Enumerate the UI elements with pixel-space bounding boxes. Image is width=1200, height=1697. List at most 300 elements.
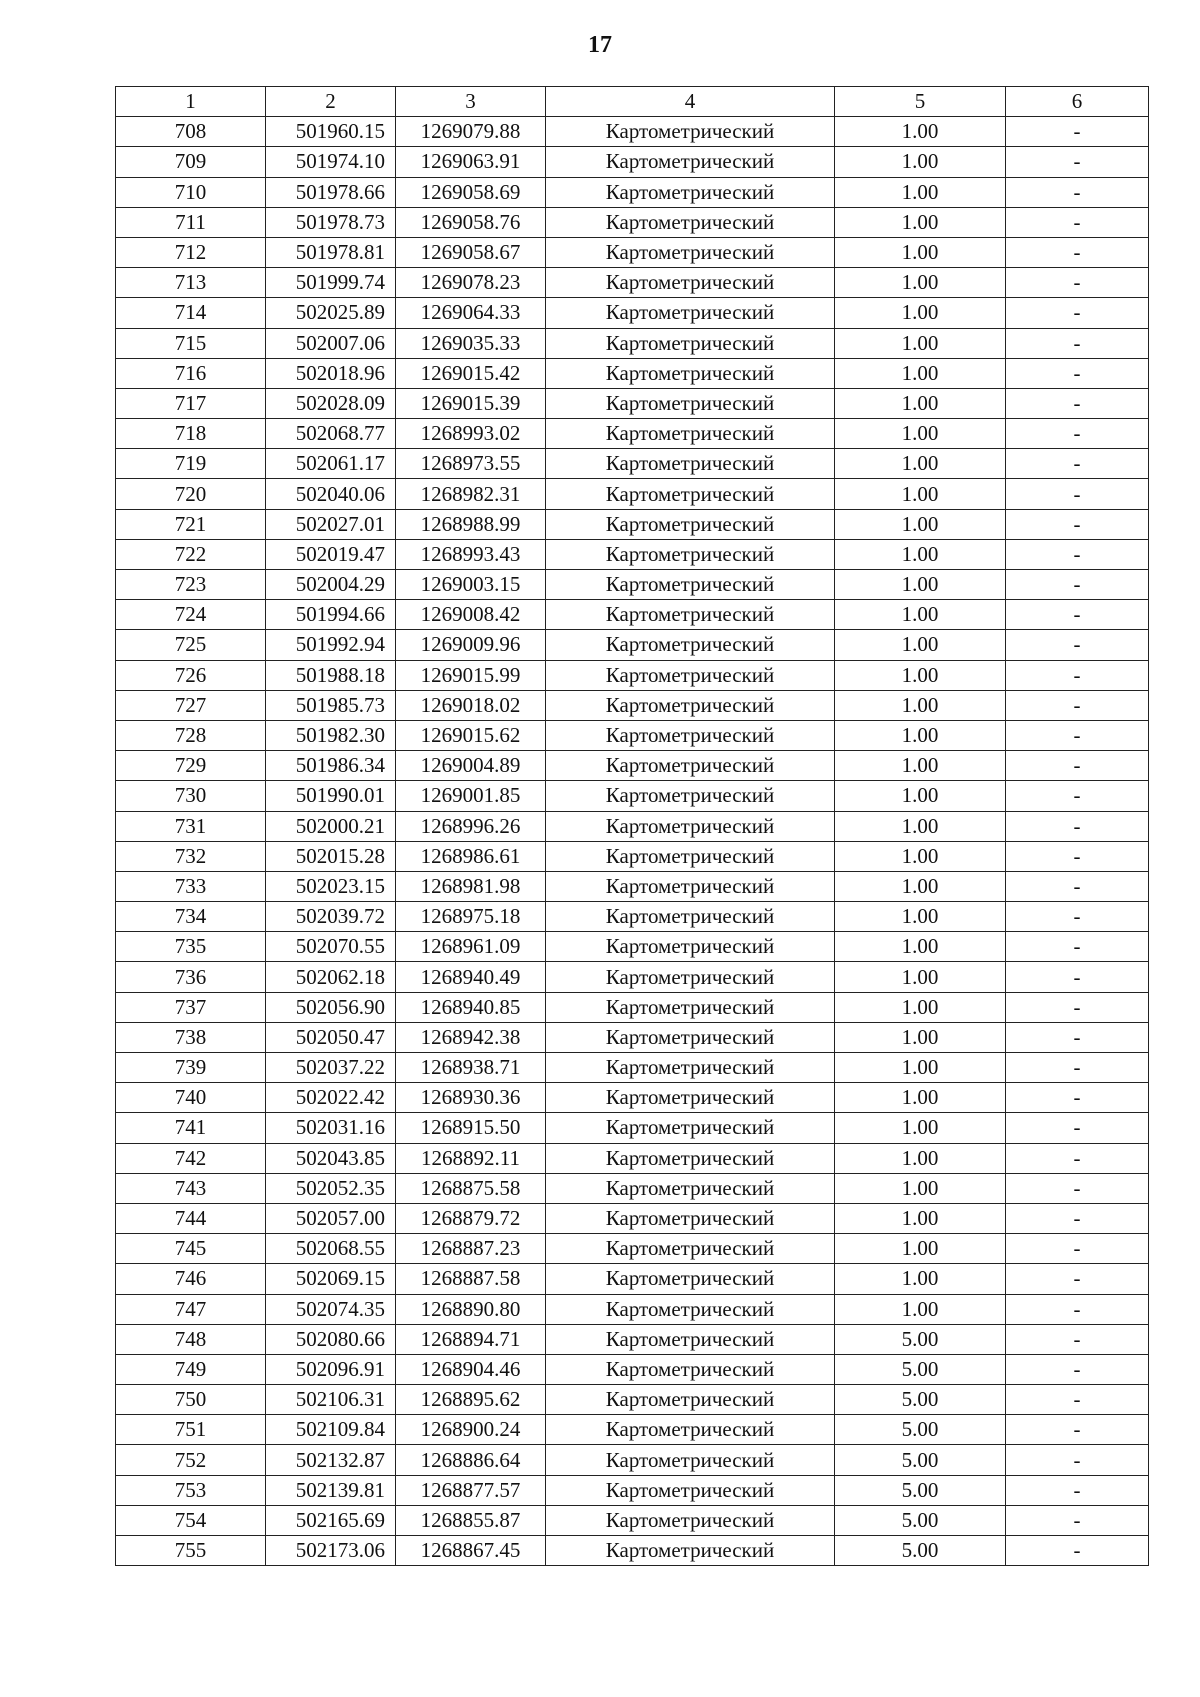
- x-coordinate-cell: 502040.06: [266, 479, 396, 509]
- y-coordinate-cell: 1268942.38: [396, 1022, 546, 1052]
- method-cell: Картометрический: [546, 419, 835, 449]
- table-row: [116, 1203, 1149, 1233]
- y-coordinate-cell: 1268982.31: [396, 479, 546, 509]
- note-cell: -: [1006, 902, 1149, 932]
- method-cell: Картометрический: [546, 902, 835, 932]
- coordinates-table: [115, 86, 1149, 1566]
- x-coordinate-cell: 502031.16: [266, 1113, 396, 1143]
- table-row: [116, 1415, 1149, 1445]
- point-number-cell: 736: [116, 962, 266, 992]
- point-number-cell: 719: [116, 449, 266, 479]
- y-coordinate-cell: 1268961.09: [396, 932, 546, 962]
- method-cell: Картометрический: [546, 1143, 835, 1173]
- accuracy-cell: 5.00: [835, 1475, 1006, 1505]
- table-row: [116, 177, 1149, 207]
- point-number-cell: 747: [116, 1294, 266, 1324]
- table-row: [116, 720, 1149, 750]
- accuracy-cell: 1.00: [835, 388, 1006, 418]
- point-number-cell: 746: [116, 1264, 266, 1294]
- note-cell: -: [1006, 479, 1149, 509]
- method-cell: Картометрический: [546, 207, 835, 237]
- table-row: [116, 237, 1149, 267]
- point-number-cell: 716: [116, 358, 266, 388]
- note-cell: -: [1006, 147, 1149, 177]
- note-cell: -: [1006, 388, 1149, 418]
- y-coordinate-cell: 1269058.67: [396, 237, 546, 267]
- method-cell: Картометрический: [546, 539, 835, 569]
- accuracy-cell: 1.00: [835, 660, 1006, 690]
- note-cell: -: [1006, 328, 1149, 358]
- x-coordinate-cell: 501960.15: [266, 117, 396, 147]
- point-number-cell: 741: [116, 1113, 266, 1143]
- table-row: [116, 449, 1149, 479]
- x-coordinate-cell: 502069.15: [266, 1264, 396, 1294]
- table-row: [116, 1294, 1149, 1324]
- method-cell: Картометрический: [546, 660, 835, 690]
- point-number-cell: 713: [116, 268, 266, 298]
- method-cell: Картометрический: [546, 1083, 835, 1113]
- method-cell: Картометрический: [546, 1415, 835, 1445]
- accuracy-cell: 5.00: [835, 1354, 1006, 1384]
- note-cell: -: [1006, 660, 1149, 690]
- y-coordinate-cell: 1268855.87: [396, 1505, 546, 1535]
- point-number-cell: 715: [116, 328, 266, 358]
- note-cell: -: [1006, 751, 1149, 781]
- y-coordinate-cell: 1268940.49: [396, 962, 546, 992]
- x-coordinate-cell: 502015.28: [266, 841, 396, 871]
- table-row: [116, 298, 1149, 328]
- y-coordinate-cell: 1268877.57: [396, 1475, 546, 1505]
- accuracy-cell: 1.00: [835, 1234, 1006, 1264]
- column-header: 1: [116, 87, 266, 117]
- table-row: [116, 690, 1149, 720]
- x-coordinate-cell: 501978.66: [266, 177, 396, 207]
- point-number-cell: 728: [116, 720, 266, 750]
- column-header: 2: [266, 87, 396, 117]
- point-number-cell: 727: [116, 690, 266, 720]
- table-row: [116, 1173, 1149, 1203]
- x-coordinate-cell: 502057.00: [266, 1203, 396, 1233]
- method-cell: Картометрический: [546, 992, 835, 1022]
- x-coordinate-cell: 501990.01: [266, 781, 396, 811]
- table-row: [116, 660, 1149, 690]
- table-row: [116, 781, 1149, 811]
- y-coordinate-cell: 1269015.99: [396, 660, 546, 690]
- method-cell: Картометрический: [546, 1385, 835, 1415]
- method-cell: Картометрический: [546, 1475, 835, 1505]
- y-coordinate-cell: 1268892.11: [396, 1143, 546, 1173]
- y-coordinate-cell: 1269001.85: [396, 781, 546, 811]
- table-row: [116, 207, 1149, 237]
- table-row: [116, 902, 1149, 932]
- x-coordinate-cell: 502132.87: [266, 1445, 396, 1475]
- method-cell: Картометрический: [546, 388, 835, 418]
- y-coordinate-cell: 1268988.99: [396, 509, 546, 539]
- page-number: 17: [588, 32, 612, 58]
- note-cell: -: [1006, 1324, 1149, 1354]
- accuracy-cell: 1.00: [835, 781, 1006, 811]
- x-coordinate-cell: 502022.42: [266, 1083, 396, 1113]
- note-cell: -: [1006, 1445, 1149, 1475]
- method-cell: Картометрический: [546, 570, 835, 600]
- x-coordinate-cell: 502056.90: [266, 992, 396, 1022]
- note-cell: -: [1006, 1143, 1149, 1173]
- method-cell: Картометрический: [546, 509, 835, 539]
- accuracy-cell: 1.00: [835, 539, 1006, 569]
- y-coordinate-cell: 1269015.42: [396, 358, 546, 388]
- y-coordinate-cell: 1268996.26: [396, 811, 546, 841]
- y-coordinate-cell: 1268993.43: [396, 539, 546, 569]
- method-cell: Картометрический: [546, 962, 835, 992]
- table-row: [116, 1143, 1149, 1173]
- table-row: [116, 811, 1149, 841]
- table-row: [116, 1385, 1149, 1415]
- column-header: 3: [396, 87, 546, 117]
- point-number-cell: 724: [116, 600, 266, 630]
- y-coordinate-cell: 1268938.71: [396, 1053, 546, 1083]
- note-cell: -: [1006, 570, 1149, 600]
- accuracy-cell: 1.00: [835, 962, 1006, 992]
- method-cell: Картометрический: [546, 358, 835, 388]
- x-coordinate-cell: 501978.81: [266, 237, 396, 267]
- point-number-cell: 708: [116, 117, 266, 147]
- accuracy-cell: 1.00: [835, 117, 1006, 147]
- note-cell: -: [1006, 1113, 1149, 1143]
- note-cell: -: [1006, 1173, 1149, 1203]
- accuracy-cell: 1.00: [835, 751, 1006, 781]
- y-coordinate-cell: 1268973.55: [396, 449, 546, 479]
- method-cell: Картометрический: [546, 1324, 835, 1354]
- point-number-cell: 748: [116, 1324, 266, 1354]
- accuracy-cell: 1.00: [835, 932, 1006, 962]
- point-number-cell: 731: [116, 811, 266, 841]
- table-body: [116, 117, 1149, 1566]
- accuracy-cell: 5.00: [835, 1445, 1006, 1475]
- point-number-cell: 745: [116, 1234, 266, 1264]
- method-cell: Картометрический: [546, 600, 835, 630]
- method-cell: Картометрический: [546, 1354, 835, 1384]
- accuracy-cell: 1.00: [835, 147, 1006, 177]
- x-coordinate-cell: 502027.01: [266, 509, 396, 539]
- column-header: 6: [1006, 87, 1149, 117]
- note-cell: -: [1006, 600, 1149, 630]
- point-number-cell: 734: [116, 902, 266, 932]
- accuracy-cell: 1.00: [835, 570, 1006, 600]
- accuracy-cell: 1.00: [835, 1113, 1006, 1143]
- point-number-cell: 729: [116, 751, 266, 781]
- method-cell: Картометрический: [546, 237, 835, 267]
- y-coordinate-cell: 1268993.02: [396, 419, 546, 449]
- x-coordinate-cell: 502165.69: [266, 1505, 396, 1535]
- method-cell: Картометрический: [546, 328, 835, 358]
- note-cell: -: [1006, 811, 1149, 841]
- method-cell: Картометрический: [546, 1022, 835, 1052]
- method-cell: Картометрический: [546, 1173, 835, 1203]
- y-coordinate-cell: 1268904.46: [396, 1354, 546, 1384]
- accuracy-cell: 1.00: [835, 1264, 1006, 1294]
- table-row: [116, 358, 1149, 388]
- accuracy-cell: 1.00: [835, 720, 1006, 750]
- table-row: [116, 570, 1149, 600]
- table-row: [116, 871, 1149, 901]
- method-cell: Картометрический: [546, 1445, 835, 1475]
- note-cell: -: [1006, 237, 1149, 267]
- accuracy-cell: 1.00: [835, 509, 1006, 539]
- accuracy-cell: 5.00: [835, 1536, 1006, 1566]
- table-row: [116, 992, 1149, 1022]
- y-coordinate-cell: 1269015.62: [396, 720, 546, 750]
- table-row: [116, 479, 1149, 509]
- method-cell: Картометрический: [546, 147, 835, 177]
- accuracy-cell: 1.00: [835, 207, 1006, 237]
- note-cell: -: [1006, 1415, 1149, 1445]
- point-number-cell: 742: [116, 1143, 266, 1173]
- accuracy-cell: 1.00: [835, 1203, 1006, 1233]
- y-coordinate-cell: 1268887.23: [396, 1234, 546, 1264]
- y-coordinate-cell: 1269009.96: [396, 630, 546, 660]
- accuracy-cell: 1.00: [835, 841, 1006, 871]
- y-coordinate-cell: 1269004.89: [396, 751, 546, 781]
- method-cell: Картометрический: [546, 1113, 835, 1143]
- y-coordinate-cell: 1268930.36: [396, 1083, 546, 1113]
- x-coordinate-cell: 502028.09: [266, 388, 396, 418]
- x-coordinate-cell: 502052.35: [266, 1173, 396, 1203]
- table-row: [116, 1053, 1149, 1083]
- x-coordinate-cell: 502109.84: [266, 1415, 396, 1445]
- table-row: [116, 751, 1149, 781]
- point-number-cell: 714: [116, 298, 266, 328]
- note-cell: -: [1006, 509, 1149, 539]
- note-cell: -: [1006, 992, 1149, 1022]
- point-number-cell: 752: [116, 1445, 266, 1475]
- point-number-cell: 725: [116, 630, 266, 660]
- x-coordinate-cell: 502096.91: [266, 1354, 396, 1384]
- point-number-cell: 710: [116, 177, 266, 207]
- y-coordinate-cell: 1268879.72: [396, 1203, 546, 1233]
- x-coordinate-cell: 501992.94: [266, 630, 396, 660]
- table-row: [116, 1536, 1149, 1566]
- accuracy-cell: 1.00: [835, 177, 1006, 207]
- accuracy-cell: 1.00: [835, 992, 1006, 1022]
- note-cell: -: [1006, 1294, 1149, 1324]
- x-coordinate-cell: 502023.15: [266, 871, 396, 901]
- note-cell: -: [1006, 207, 1149, 237]
- note-cell: -: [1006, 1385, 1149, 1415]
- method-cell: Картометрический: [546, 479, 835, 509]
- method-cell: Картометрический: [546, 268, 835, 298]
- y-coordinate-cell: 1269064.33: [396, 298, 546, 328]
- method-cell: Картометрический: [546, 117, 835, 147]
- column-header: 5: [835, 87, 1006, 117]
- y-coordinate-cell: 1268875.58: [396, 1173, 546, 1203]
- note-cell: -: [1006, 932, 1149, 962]
- accuracy-cell: 1.00: [835, 690, 1006, 720]
- method-cell: Картометрический: [546, 1536, 835, 1566]
- accuracy-cell: 1.00: [835, 328, 1006, 358]
- table-row: [116, 1475, 1149, 1505]
- y-coordinate-cell: 1269058.76: [396, 207, 546, 237]
- y-coordinate-cell: 1268894.71: [396, 1324, 546, 1354]
- x-coordinate-cell: 502173.06: [266, 1536, 396, 1566]
- table-row: [116, 268, 1149, 298]
- table-row: [116, 1505, 1149, 1535]
- y-coordinate-cell: 1268986.61: [396, 841, 546, 871]
- accuracy-cell: 5.00: [835, 1415, 1006, 1445]
- table-row: [116, 1083, 1149, 1113]
- table-row: [116, 117, 1149, 147]
- table-row: [116, 1445, 1149, 1475]
- point-number-cell: 755: [116, 1536, 266, 1566]
- y-coordinate-cell: 1268887.58: [396, 1264, 546, 1294]
- table-row: [116, 962, 1149, 992]
- point-number-cell: 722: [116, 539, 266, 569]
- method-cell: Картометрический: [546, 811, 835, 841]
- y-coordinate-cell: 1269008.42: [396, 600, 546, 630]
- note-cell: -: [1006, 117, 1149, 147]
- point-number-cell: 751: [116, 1415, 266, 1445]
- x-coordinate-cell: 502043.85: [266, 1143, 396, 1173]
- note-cell: -: [1006, 841, 1149, 871]
- accuracy-cell: 1.00: [835, 902, 1006, 932]
- x-coordinate-cell: 502018.96: [266, 358, 396, 388]
- x-coordinate-cell: 502039.72: [266, 902, 396, 932]
- table-row: [116, 600, 1149, 630]
- x-coordinate-cell: 501986.34: [266, 751, 396, 781]
- accuracy-cell: 1.00: [835, 358, 1006, 388]
- y-coordinate-cell: 1268867.45: [396, 1536, 546, 1566]
- x-coordinate-cell: 502061.17: [266, 449, 396, 479]
- x-coordinate-cell: 502106.31: [266, 1385, 396, 1415]
- accuracy-cell: 1.00: [835, 1053, 1006, 1083]
- method-cell: Картометрический: [546, 298, 835, 328]
- table-header-row: [116, 87, 1149, 117]
- x-coordinate-cell: 502080.66: [266, 1324, 396, 1354]
- y-coordinate-cell: 1268975.18: [396, 902, 546, 932]
- accuracy-cell: 5.00: [835, 1505, 1006, 1535]
- x-coordinate-cell: 502070.55: [266, 932, 396, 962]
- point-number-cell: 738: [116, 1022, 266, 1052]
- note-cell: -: [1006, 1022, 1149, 1052]
- point-number-cell: 750: [116, 1385, 266, 1415]
- note-cell: -: [1006, 871, 1149, 901]
- y-coordinate-cell: 1269063.91: [396, 147, 546, 177]
- table-row: [116, 328, 1149, 358]
- method-cell: Картометрический: [546, 751, 835, 781]
- accuracy-cell: 1.00: [835, 1173, 1006, 1203]
- accuracy-cell: 1.00: [835, 268, 1006, 298]
- x-coordinate-cell: 501974.10: [266, 147, 396, 177]
- note-cell: -: [1006, 1505, 1149, 1535]
- note-cell: -: [1006, 1264, 1149, 1294]
- table-row: [116, 539, 1149, 569]
- note-cell: -: [1006, 539, 1149, 569]
- table-row: [116, 1022, 1149, 1052]
- note-cell: -: [1006, 1203, 1149, 1233]
- method-cell: Картометрический: [546, 720, 835, 750]
- table-row: [116, 932, 1149, 962]
- note-cell: -: [1006, 419, 1149, 449]
- accuracy-cell: 1.00: [835, 237, 1006, 267]
- accuracy-cell: 1.00: [835, 419, 1006, 449]
- method-cell: Картометрический: [546, 449, 835, 479]
- point-number-cell: 740: [116, 1083, 266, 1113]
- table-row: [116, 419, 1149, 449]
- accuracy-cell: 1.00: [835, 1083, 1006, 1113]
- note-cell: -: [1006, 962, 1149, 992]
- accuracy-cell: 1.00: [835, 479, 1006, 509]
- note-cell: -: [1006, 1536, 1149, 1566]
- method-cell: Картометрический: [546, 1264, 835, 1294]
- column-header: 4: [546, 87, 835, 117]
- x-coordinate-cell: 501982.30: [266, 720, 396, 750]
- x-coordinate-cell: 502139.81: [266, 1475, 396, 1505]
- note-cell: -: [1006, 298, 1149, 328]
- x-coordinate-cell: 502019.47: [266, 539, 396, 569]
- table-row: [116, 1354, 1149, 1384]
- note-cell: -: [1006, 358, 1149, 388]
- method-cell: Картометрический: [546, 1294, 835, 1324]
- y-coordinate-cell: 1268890.80: [396, 1294, 546, 1324]
- accuracy-cell: 1.00: [835, 630, 1006, 660]
- point-number-cell: 735: [116, 932, 266, 962]
- note-cell: -: [1006, 630, 1149, 660]
- note-cell: -: [1006, 1053, 1149, 1083]
- y-coordinate-cell: 1268915.50: [396, 1113, 546, 1143]
- point-number-cell: 730: [116, 781, 266, 811]
- x-coordinate-cell: 501999.74: [266, 268, 396, 298]
- table-row: [116, 1264, 1149, 1294]
- point-number-cell: 754: [116, 1505, 266, 1535]
- y-coordinate-cell: 1268900.24: [396, 1415, 546, 1445]
- note-cell: -: [1006, 1234, 1149, 1264]
- x-coordinate-cell: 502062.18: [266, 962, 396, 992]
- method-cell: Картометрический: [546, 690, 835, 720]
- x-coordinate-cell: 502037.22: [266, 1053, 396, 1083]
- note-cell: -: [1006, 268, 1149, 298]
- table-row: [116, 841, 1149, 871]
- accuracy-cell: 1.00: [835, 811, 1006, 841]
- note-cell: -: [1006, 1475, 1149, 1505]
- accuracy-cell: 5.00: [835, 1324, 1006, 1354]
- y-coordinate-cell: 1268940.85: [396, 992, 546, 1022]
- x-coordinate-cell: 502000.21: [266, 811, 396, 841]
- note-cell: -: [1006, 781, 1149, 811]
- x-coordinate-cell: 502004.29: [266, 570, 396, 600]
- point-number-cell: 749: [116, 1354, 266, 1384]
- y-coordinate-cell: 1269078.23: [396, 268, 546, 298]
- table-row: [116, 1234, 1149, 1264]
- table-row: [116, 1324, 1149, 1354]
- x-coordinate-cell: 502050.47: [266, 1022, 396, 1052]
- table-row: [116, 147, 1149, 177]
- point-number-cell: 744: [116, 1203, 266, 1233]
- y-coordinate-cell: 1269015.39: [396, 388, 546, 418]
- accuracy-cell: 5.00: [835, 1385, 1006, 1415]
- point-number-cell: 723: [116, 570, 266, 600]
- y-coordinate-cell: 1269018.02: [396, 690, 546, 720]
- y-coordinate-cell: 1268886.64: [396, 1445, 546, 1475]
- y-coordinate-cell: 1269003.15: [396, 570, 546, 600]
- note-cell: -: [1006, 177, 1149, 207]
- accuracy-cell: 1.00: [835, 1294, 1006, 1324]
- point-number-cell: 732: [116, 841, 266, 871]
- point-number-cell: 737: [116, 992, 266, 1022]
- method-cell: Картометрический: [546, 1505, 835, 1535]
- x-coordinate-cell: 502068.55: [266, 1234, 396, 1264]
- note-cell: -: [1006, 449, 1149, 479]
- point-number-cell: 739: [116, 1053, 266, 1083]
- accuracy-cell: 1.00: [835, 449, 1006, 479]
